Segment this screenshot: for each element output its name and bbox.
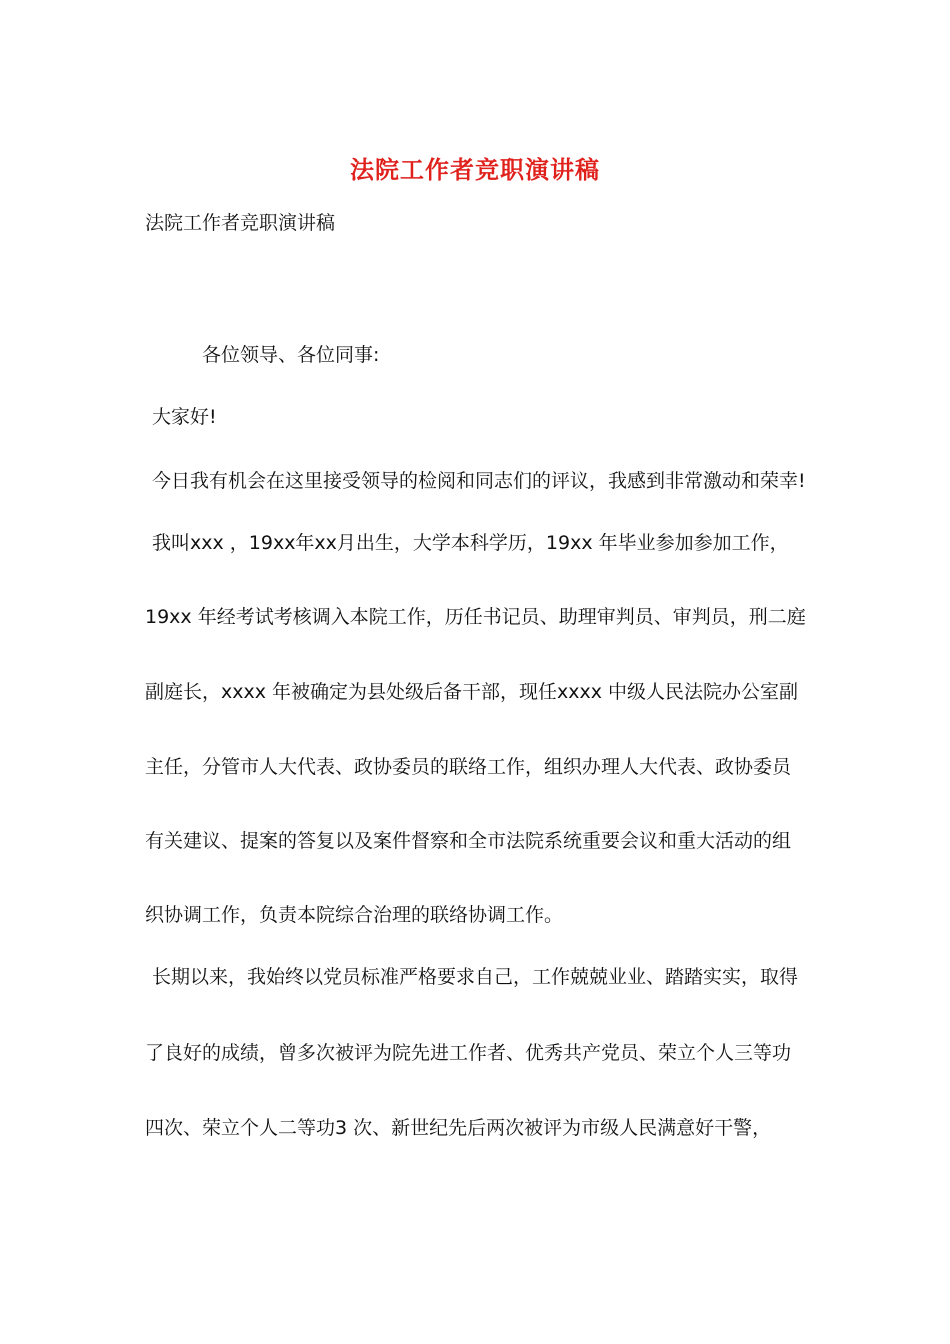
greeting: 大家好! xyxy=(152,406,217,428)
paragraph-2-line: 副庭长，xxxx 年被确定为县处级后备干部，现任xxxx 中级人民法院办公室副 xyxy=(145,681,799,703)
paragraph-2-line: 织协调工作，负责本院综合治理的联络协调工作。 xyxy=(145,904,564,926)
paragraph-2-line: 19xx 年经考试考核调入本院工作，历任书记员、助理审判员、审判员，刑二庭 xyxy=(145,606,806,628)
paragraph-2-line: 我叫xxx ，19xx年xx月出生，大学本科学历，19xx 年毕业参加参加工作， xyxy=(152,532,789,554)
paragraph-2-line: 有关建议、提案的答复以及案件督察和全市法院系统重要会议和重大活动的组 xyxy=(145,830,792,852)
paragraph-3-line: 四次、荣立个人二等功3 次、新世纪先后两次被评为市级人民满意好干警， xyxy=(145,1117,772,1139)
paragraph-3-line: 了良好的成绩，曾多次被评为院先进工作者、优秀共产党员、荣立个人三等功 xyxy=(145,1042,792,1064)
paragraph-2-line: 主任，分管市人大代表、政协委员的联络工作，组织办理人大代表、政协委员 xyxy=(145,756,792,778)
salutation: 各位领导、各位同事: xyxy=(202,344,380,366)
paragraph-3-line: 长期以来，我始终以党员标准严格要求自己，工作兢兢业业、踏踏实实，取得 xyxy=(152,966,799,988)
document-title: 法院工作者竞职演讲稿 xyxy=(350,155,600,184)
paragraph-1: 今日我有机会在这里接受领导的检阅和同志们的评议，我感到非常激动和荣幸! xyxy=(152,470,806,492)
document-subtitle: 法院工作者竞职演讲稿 xyxy=(145,212,336,234)
